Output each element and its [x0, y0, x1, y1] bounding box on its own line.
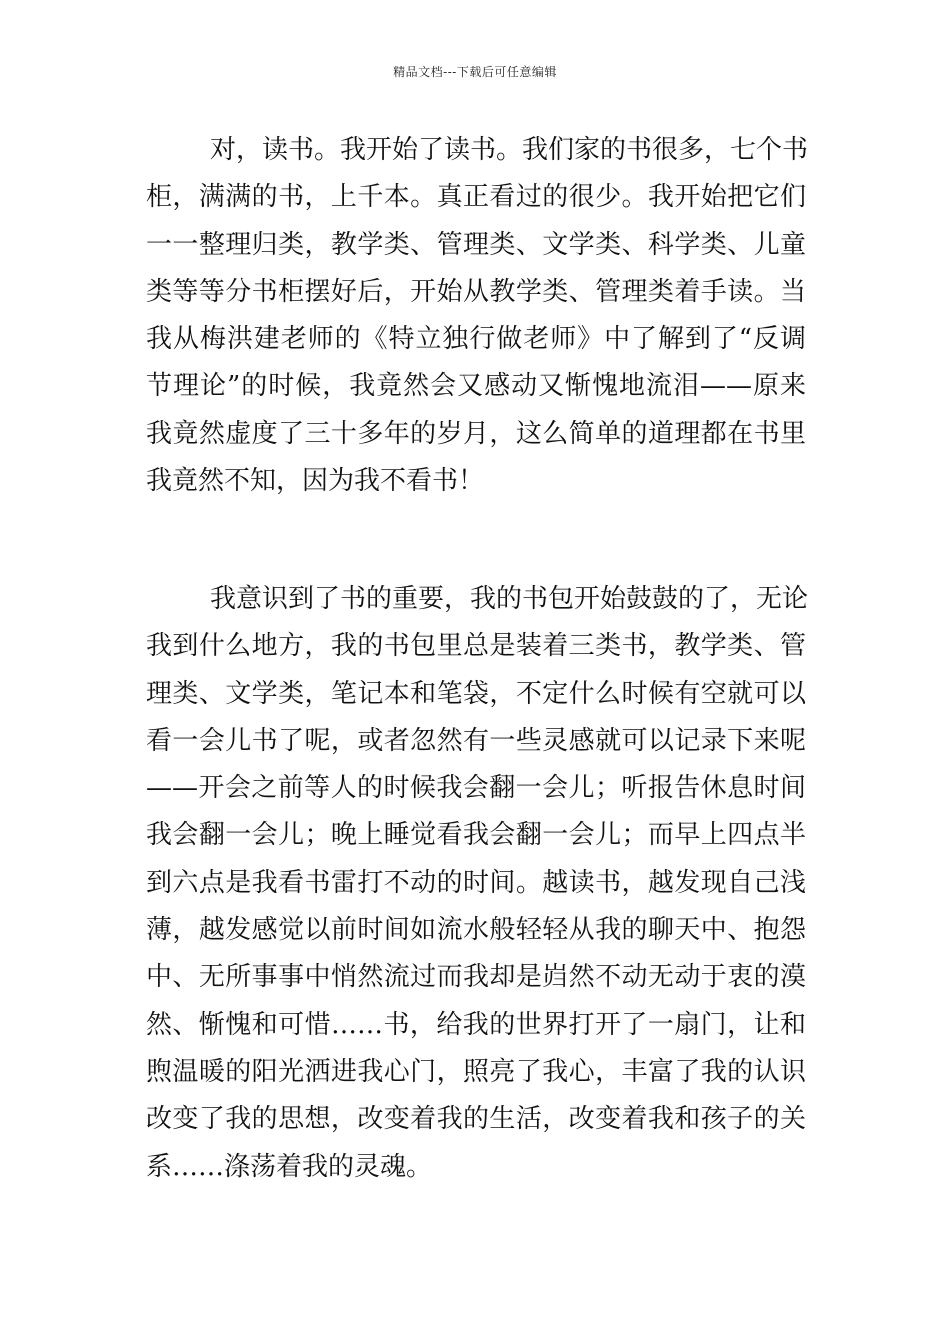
paragraph-line: 然、惭愧和可惜……书，给我的世界打开了一扇门，让和: [146, 1009, 806, 1040]
paragraph-line: 系……涤荡着我的灵魂。: [146, 1151, 433, 1182]
paragraph-line: ——开会之前等人的时候我会翻一会儿；听报告休息时间: [146, 773, 806, 804]
paragraph-line: 我从梅洪建老师的《特立独行做老师》中了解到了“反调: [146, 324, 806, 355]
paragraph-line: 中、无所事事中悄然流过而我却是岿然不动无动于衷的漠: [146, 962, 806, 993]
paragraph-line: 类等等分书柜摆好后，开始从教学类、管理类着手读。当: [146, 276, 806, 307]
paragraph-line: 理类、文学类，笔记本和笔袋，不定什么时候有空就可以: [146, 678, 806, 709]
paragraph-line: 我竟然虚度了三十多年的岁月，这么简单的道理都在书里: [146, 418, 806, 449]
paragraph-line: 我到什么地方，我的书包里总是装着三类书，教学类、管: [146, 631, 806, 662]
paragraph-line: 看一会儿书了呢，或者忽然有一些灵感就可以记录下来呢: [146, 725, 806, 756]
paragraph-line: 改变了我的思想，改变着我的生活，改变着我和孩子的关: [146, 1104, 806, 1135]
paragraph-line: 一一整理归类，教学类、管理类、文学类、科学类、儿童: [146, 229, 806, 260]
paragraph-line: 薄，越发感觉以前时间如流水般轻轻从我的聊天中、抱怨: [146, 915, 806, 946]
paragraph-line: 我会翻一会儿；晚上睡觉看我会翻一会儿；而早上四点半: [146, 820, 806, 851]
paragraph-line: 对，读书。我开始了读书。我们家的书很多，七个书: [210, 135, 809, 165]
page-header: 精品文档---下载后可任意编辑: [393, 65, 557, 79]
paragraph-1: [146, 127, 809, 505]
paragraph-line: 到六点是我看书雷打不动的时间。越读书，越发现自己浅: [146, 867, 806, 898]
paragraph-2: [146, 576, 809, 1191]
paragraph-line: 节理论”的时候，我竟然会又感动又惭愧地流泪——原来: [146, 371, 806, 402]
paragraph-line: 我竟然不知，因为我不看书！: [146, 466, 485, 497]
paragraph-line: 煦温暖的阳光洒进我心门，照亮了我心，丰富了我的认识: [146, 1056, 806, 1087]
paragraph-line: 我意识到了书的重要，我的书包开始鼓鼓的了，无论: [210, 584, 809, 614]
paragraph-line: 柜，满满的书，上千本。真正看过的很少。我开始把它们: [146, 182, 806, 213]
